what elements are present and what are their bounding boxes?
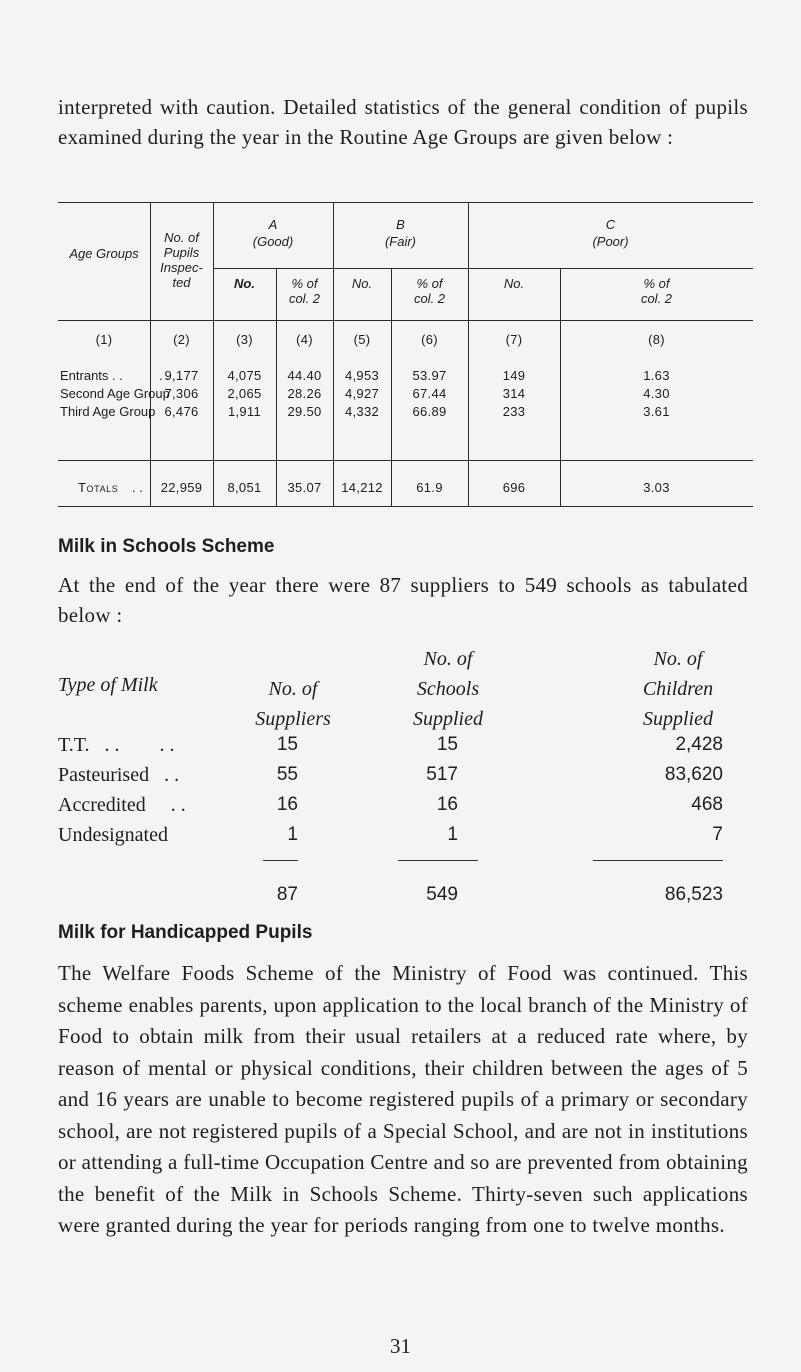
sub-pct-c: % of col. 2 (640, 276, 673, 306)
group-c-header: C (Poor) (592, 217, 629, 249)
totals-label: Totals (78, 480, 119, 495)
col-number: (4) (296, 332, 313, 347)
table-row: Third Age Group 6,476 1,911 29.50 4,332 66.89 233 3.61 (60, 404, 670, 419)
col-number: (1) (95, 332, 113, 347)
row-label: Entrants . . . . (60, 368, 170, 383)
header-no-of-children: No. of Children Supplied (642, 648, 714, 730)
group-a-header: A (Good) (252, 217, 294, 249)
totals-row: 87 549 86,523 (276, 884, 723, 905)
row-label: Third Age Group (60, 404, 156, 419)
header-no-of-schools: No. of Schools Supplied (413, 648, 483, 730)
totals-dots: . . (132, 480, 143, 495)
col-number: (8) (648, 332, 665, 347)
table-row: Entrants . . . . 9,177 4,075 44.40 4,953 53.97 149 1.63 (60, 368, 670, 383)
col-number: (3) (236, 332, 253, 347)
milk-schools-heading: Milk in Schools Scheme (58, 536, 275, 557)
table-row: Undesignated 1 1 7 (58, 824, 723, 846)
totals-top-rule (58, 460, 753, 461)
table-row: Pasteurised . . 55 517 83,620 (58, 764, 723, 786)
condition-table (58, 200, 758, 630)
col-number: (7) (505, 332, 523, 347)
row-label: Second Age Group (60, 386, 170, 401)
table-bottom-rule (58, 506, 753, 507)
group-b-header: B (Fair) (384, 217, 417, 249)
table-row: T.T. . . . . 15 15 2,428 (58, 734, 723, 756)
sub-pct-a: % of col. 2 (288, 276, 321, 306)
subheader-rule (213, 268, 753, 269)
table-row: Second Age Group 7,306 2,065 28.26 4,927 67.44 314 4.30 (60, 386, 670, 401)
header-type-of-milk: Type of Milk (58, 674, 158, 696)
handicapped-paragraph: The Welfare Foods Scheme of the Ministry of Food was continued. This scheme enables parents, upon application to the local branch of the Ministry of Food to obtain milk from their usual retailers at a reduced rate where, by reason of mental or physical conditions, their children between the ages of 5 and 16 years are unable to become registered pupils of a primary or secondary school, are not registered pupils of a Special School, and are not in institutions or attending a full-time Occupation Centre and so are prevented from obtaining the benefit of the Milk in Schools Scheme. Thirty-seven such applications were granted during the year for periods ranging from one to twelve months. (58, 961, 748, 1237)
col-number: (5) (353, 332, 371, 347)
col-number: (2) (173, 332, 190, 347)
handicapped-heading: Milk for Handicapped Pupils (58, 922, 313, 943)
pupils-header: No. of Pupils Inspec- ted (160, 230, 203, 290)
header-no-of-suppliers: No. of Suppliers (255, 678, 331, 730)
milk-intro-paragraph: At the end of the year there were 87 suppliers to 549 schools as tabulated below : (58, 573, 748, 627)
intro-paragraph: interpreted with caution. Detailed statistics of the general condition of pupils examined during the year in the Routine Age Groups are given below : (58, 95, 748, 149)
sub-no-b: No. (351, 276, 373, 291)
col-number: (6) (421, 332, 438, 347)
sub-pct-b: % of col. 2 (413, 276, 446, 306)
page-number: 31 (390, 1334, 411, 1358)
sum-rule-children (593, 860, 723, 861)
header-bottom-rule (58, 320, 753, 321)
totals-row: Totals . . 22,959 8,051 35.07 14,212 61.9 696 3.03 (78, 480, 670, 495)
sum-rule-schools (398, 860, 478, 861)
table-top-rule (58, 202, 753, 203)
table-row: Accredited . . 16 16 468 (58, 794, 723, 816)
sub-no-c: No. (503, 276, 525, 291)
sub-no-a: No. (234, 276, 255, 291)
age-groups-header: Age Groups (69, 246, 139, 261)
sum-rule-suppliers (263, 860, 298, 861)
